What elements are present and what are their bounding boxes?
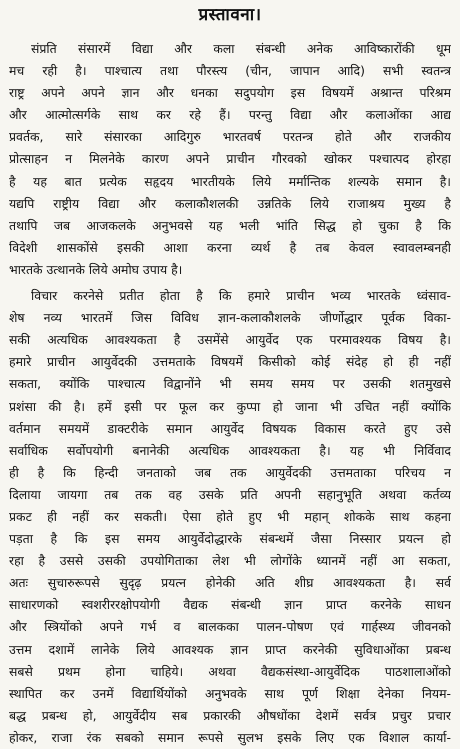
text-line: तथापि जब आजकलके अनुभवसे यह भली भांति सिद्ध हो चुका है कि bbox=[9, 217, 451, 233]
text-line: साधारणको स्वशरीररक्षोपयोगी वैद्यक संबन्धी ज्ञान प्राप्त करनेके साधन bbox=[9, 597, 451, 613]
text-line: स्थापित कर उनमें विद्यार्थियोंको अनुभवके साथ पूर्ण शिक्षा देनेका नियम- bbox=[9, 685, 451, 701]
text-line: वर्तमान समयमें डाक्टरीके समान आयुर्वेद विषयक विकास करते हुए उसे bbox=[9, 420, 451, 436]
paragraph-2 bbox=[9, 285, 451, 749]
text-line: अतः सुचारुरूपसे सुदृढ़ प्रयत्न होनेकी अति शीघ्र आवश्यकता है। सर्व bbox=[9, 575, 451, 591]
text-line: बद्ध प्रबन्ध हो, आयुर्वेदीय सब प्रकारकी औषधोंका देशमें सर्वत्र प्रचुर प्रचार bbox=[9, 707, 451, 723]
text-line: प्रकट ही नहीं कर सकती। ऐसा होते हुए भी महान् शोकके साथ कहना bbox=[9, 508, 451, 524]
text-line: सबसे प्रथम होना चाहिये। अथवा वैद्यकसंस्था-आयुर्वेदिक पाठशालाओंको bbox=[9, 663, 451, 679]
text-line: दिलाया जायगा तब तक वह उसके प्रति अपनी सहानुभूति अथवा कर्तव्य bbox=[9, 486, 451, 502]
text-line: सकी अत्यधिक आवश्यकता है उसमेंसे आयुर्वेद एक परमावश्यक विषय है। bbox=[9, 332, 451, 348]
text-line: सकता, क्योंकि पाश्चात्य विद्वानोंने भी समय समय पर उसकी शतमुखसे bbox=[9, 376, 451, 392]
text-line: विचार करनेसे प्रतीत होता है कि हमारे प्राचीन भव्य भारतके ध्वंसाव- bbox=[31, 288, 451, 304]
text-line: और आत्मोत्सर्गके साथ कर रहे हैं। परन्तु विद्या और कलाओंका आद्य bbox=[9, 107, 451, 123]
text-line: पड़ता है कि इस समय आयुर्वेदोद्धारके संबन्धमें जैसा निस्सार प्रयत्न हो bbox=[9, 531, 451, 547]
text-line: मच रही है। पाश्चात्य तथा पौरस्त्य (चीन, जापान आदि) सभी स्वतन्त्र bbox=[9, 63, 451, 79]
text-line: है यह बात प्रत्येक सहृदय भारतीयके लिये मर्मान्तिक शल्यके समान है। bbox=[9, 173, 451, 189]
text-line: विदेशी शासकोंसे इसकी आशा करना व्यर्थ है तब केवल स्वावलम्बनही bbox=[9, 239, 451, 255]
text-line: भारतके उत्थानके लिये अमोघ उपाय है। bbox=[9, 261, 183, 277]
page-title: प्रस्तावना। bbox=[198, 5, 262, 25]
text-line: यद्यपि राष्ट्रीय विद्या और कलाकौशलकी उन्नतिके लिये राजाश्रय मुख्य है bbox=[9, 195, 451, 211]
text-line: सर्वाधिक सर्वोपयोगी बनानेकी अत्यधिक आवश्यकता है। यह भी निर्विवाद bbox=[9, 442, 451, 458]
text-line: शेष नव्य भारतमें जिस विविध ज्ञान-कलाकौशलके जीर्णोद्धार पूर्वक विका- bbox=[9, 310, 451, 326]
text-line: और स्त्रियोंको अपने गर्भ व बालकका पालन-पोषण एवं गार्हस्थ्य जीवनको bbox=[9, 619, 451, 635]
text-line: होकर, राजा रंक सबको समान रूपसे सुलभ इसके लिए एक विशाल कार्या- bbox=[9, 729, 451, 745]
text-line: राष्ट्र अपने अपने ज्ञान और धनका सदुपयोग इस विषयमें अश्रान्त परिश्रम bbox=[9, 85, 451, 101]
text-line: संप्रति संसारमें विद्या और कला संबन्धी अनेक आविष्कारोंकी धूम bbox=[31, 41, 451, 56]
text-line: प्रोत्साहन न मिलनेके कारण अपने प्राचीन गौरवको खोकर पश्चात्पद होरहा bbox=[9, 151, 451, 167]
text-line: प्रवर्तक, सारे संसारका आदिगुरु भारतवर्ष परतन्त्र होते और राजकीय bbox=[9, 129, 451, 145]
text-line: उत्तम दशामें लानेके लिये आवश्यक ज्ञान प्राप्त करनेकी सुविधाओंका प्रबन्ध bbox=[9, 641, 451, 657]
text-line: ही है कि हिन्दी जनताको जब तक आयुर्वेदकी उत्तमताका परिचय न bbox=[9, 464, 451, 480]
paragraph-1 bbox=[9, 38, 451, 281]
text-line: प्रशंसा की है। हमें इसी पर फूल कर कुप्पा हो जाना भी उचित नहीं क्योंकि bbox=[9, 398, 451, 414]
text-line: रहा है उससे उसकी उपयोगिताका लेश भी लोगोंके ध्यानमें नहीं आ सकता, bbox=[9, 553, 451, 569]
text-line: हमारे प्राचीन आयुर्वेदकी उत्तमताके विषयमें किसीको कोई संदेह हो ही नहीं bbox=[9, 354, 451, 370]
